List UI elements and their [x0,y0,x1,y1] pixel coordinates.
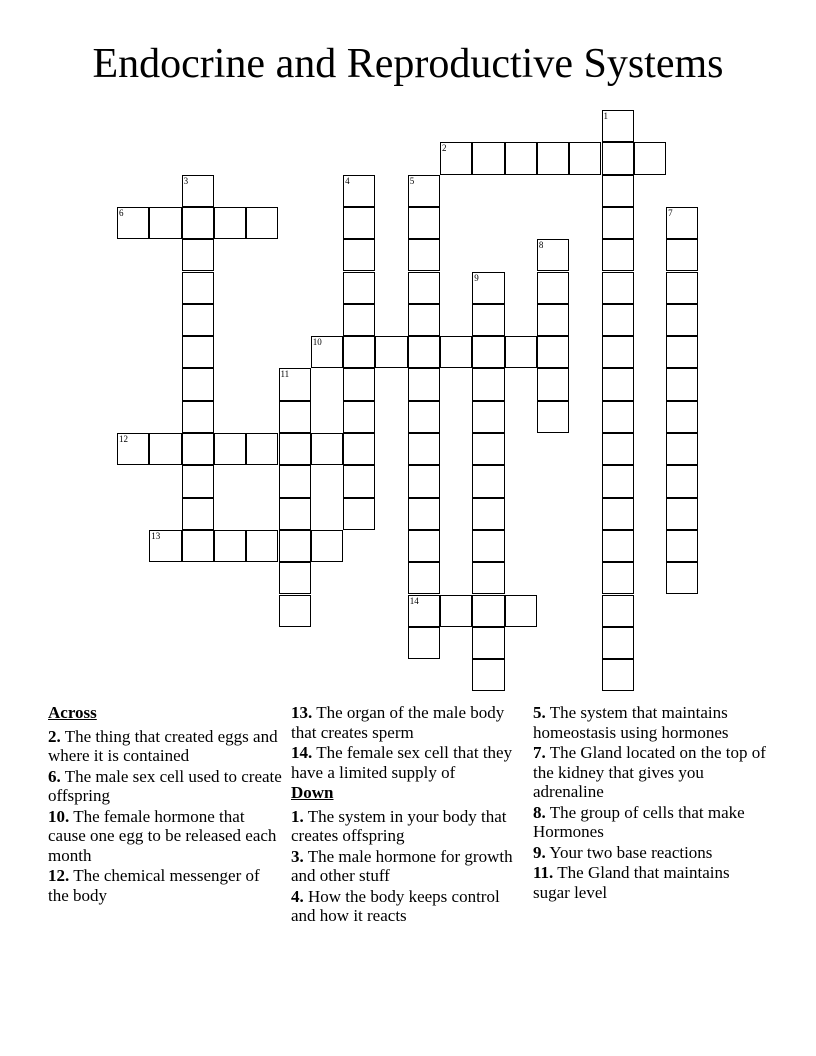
grid-cell[interactable] [311,336,343,368]
grid-cell[interactable] [602,562,634,594]
grid-cell[interactable] [375,336,407,368]
grid-cell[interactable] [408,562,440,594]
grid-cell[interactable] [666,498,698,530]
clue-across-13: 13. The organ of the male body that creates sperm [291,703,505,742]
grid-cell[interactable] [149,207,181,239]
grid-cell[interactable] [537,239,569,271]
clues-column-1 [48,703,283,906]
grid-cell[interactable] [666,304,698,336]
grid-cell[interactable] [343,433,375,465]
grid-cell[interactable] [472,498,504,530]
grid-cell[interactable] [472,659,504,691]
grid-cell[interactable] [214,207,246,239]
clue-across-2: 2. The thing that created eggs and where it is contained [48,726,278,765]
grid-cell[interactable] [408,627,440,659]
clue-number: 3 [183,175,189,186]
clue-number: 5 [409,175,415,186]
grid-cell[interactable] [602,304,634,336]
grid-cell[interactable] [182,401,214,433]
grid-cell[interactable] [666,336,698,368]
grid-cell[interactable] [408,207,440,239]
clue-across-14: 14. The female sex cell that they have a limited supply of [291,743,513,782]
clue-down-1: 1. The system in your body that creates offspring [291,806,507,845]
grid-cell[interactable] [666,401,698,433]
clue-across-6: 6. The male sex cell used to create offspring [48,766,282,805]
grid-cell[interactable] [537,142,569,174]
grid-cell[interactable] [569,142,601,174]
grid-cell[interactable] [279,401,311,433]
grid-cell[interactable] [602,498,634,530]
grid-cell[interactable] [666,368,698,400]
grid-cell[interactable] [666,239,698,271]
grid-cell[interactable] [343,465,375,497]
grid-cell[interactable] [343,207,375,239]
grid-cell[interactable] [666,272,698,304]
grid-cell[interactable] [666,562,698,594]
grid-cell[interactable] [634,142,666,174]
grid-cell[interactable] [602,175,634,207]
clues-column-2 [291,703,516,927]
grid-cell[interactable] [602,368,634,400]
grid-cell[interactable] [182,239,214,271]
grid-cell[interactable] [472,142,504,174]
grid-cell[interactable] [182,465,214,497]
grid-cell[interactable] [472,562,504,594]
grid-cell[interactable] [602,401,634,433]
grid-cell[interactable] [602,659,634,691]
clue-number: 11 [280,369,290,380]
grid-cell[interactable] [408,465,440,497]
grid-cell[interactable] [472,368,504,400]
grid-cell[interactable] [602,465,634,497]
grid-cell[interactable] [279,368,311,400]
grid-cell[interactable] [246,530,278,562]
grid-cell[interactable] [182,207,214,239]
grid-cell[interactable] [149,530,181,562]
clue-number: 4 [345,175,350,186]
grid-cell[interactable] [408,239,440,271]
grid-cell[interactable] [602,595,634,627]
clue-across-12: 12. The chemical messenger of the body [48,866,260,905]
grid-cell[interactable] [602,142,634,174]
grid-cell[interactable] [537,401,569,433]
grid-cell[interactable] [602,627,634,659]
grid-cell[interactable] [246,207,278,239]
grid-cell[interactable] [408,368,440,400]
grid-cell[interactable] [182,336,214,368]
clue-down-4: 4. How the body keeps control and how it reacts [291,886,500,925]
grid-cell[interactable] [279,498,311,530]
grid-cell[interactable] [311,530,343,562]
clue-number: 12 [119,434,128,444]
grid-cell[interactable] [182,433,214,465]
grid-cell[interactable] [472,530,504,562]
grid-cell[interactable] [602,110,634,142]
grid-cell[interactable] [408,336,440,368]
clue-across-10: 10. The female hormone that cause one egg to be released each month [48,806,277,865]
grid-cell[interactable] [602,239,634,271]
grid-cell[interactable] [602,207,634,239]
clue-number: 10 [312,337,322,348]
grid-cell[interactable] [666,433,698,465]
grid-cell[interactable] [505,336,537,368]
grid-cell[interactable] [408,401,440,433]
grid-cell[interactable] [214,530,246,562]
grid-cell[interactable] [182,368,214,400]
grid-cell[interactable] [343,239,375,271]
grid-cell[interactable] [343,336,375,368]
grid-cell[interactable] [279,433,311,465]
grid-cell[interactable] [472,336,504,368]
grid-cell[interactable] [149,433,181,465]
grid-cell[interactable] [279,530,311,562]
clue-down-8: 8. The group of cells that make Hormones [533,802,745,841]
clue-number: 14 [409,595,419,606]
down-header: Down [291,783,334,802]
grid-cell[interactable] [117,207,149,239]
grid-cell[interactable] [343,304,375,336]
grid-cell[interactable] [214,433,246,465]
clue-number: 13 [151,530,161,541]
grid-cell[interactable] [117,433,149,465]
grid-cell[interactable] [602,530,634,562]
across-header: Across [48,703,97,722]
grid-cell[interactable] [182,530,214,562]
grid-cell[interactable] [666,207,698,239]
clue-down-3: 3. The male hormone for growth and other stuff [291,846,513,885]
grid-cell[interactable] [537,368,569,400]
grid-cell[interactable] [182,304,214,336]
grid-cell[interactable] [408,530,440,562]
grid-cell[interactable] [408,433,440,465]
grid-cell[interactable] [343,175,375,207]
grid-cell[interactable] [440,336,472,368]
grid-cell[interactable] [472,595,504,627]
grid-cell[interactable] [343,401,375,433]
grid-cell[interactable] [182,175,214,207]
clue-number: 6 [119,207,124,218]
grid-cell[interactable] [505,595,537,627]
grid-cell[interactable] [666,465,698,497]
clue-down-5: 5. The system that maintains homeostasis using hormones [533,703,729,742]
grid-cell[interactable] [472,465,504,497]
grid-cell[interactable] [602,433,634,465]
grid-cell[interactable] [602,336,634,368]
grid-cell[interactable] [537,336,569,368]
grid-cell[interactable] [408,175,440,207]
grid-cell[interactable] [182,498,214,530]
grid-cell[interactable] [343,368,375,400]
grid-cell[interactable] [440,595,472,627]
grid-cell[interactable] [505,142,537,174]
grid-cell[interactable] [602,272,634,304]
clues-column-3 [533,703,768,903]
clue-down-7: 7. The Gland located on the top of the kidney that gives you adrenaline [533,743,766,801]
grid-cell[interactable] [666,530,698,562]
grid-cell[interactable] [440,142,472,174]
grid-cell[interactable] [408,272,440,304]
clue-number: 7 [668,207,673,218]
grid-cell[interactable] [472,304,504,336]
grid-cell[interactable] [246,433,278,465]
page-title: Endocrine and Reproductive Systems [92,41,724,87]
grid-cell[interactable] [537,272,569,304]
grid-cell[interactable] [343,498,375,530]
grid-cell[interactable] [182,272,214,304]
grid-cell[interactable] [343,272,375,304]
grid-cell[interactable] [472,433,504,465]
clue-number: 8 [538,240,544,251]
grid-cell[interactable] [279,595,311,627]
grid-cell[interactable] [537,304,569,336]
grid-cell[interactable] [311,433,343,465]
clue-number: 1 [603,111,608,121]
clue-down-9: 9. Your two base reactions [533,842,713,862]
clue-number: 9 [474,272,479,283]
grid-cell[interactable] [408,595,440,627]
grid-cell[interactable] [472,627,504,659]
grid-cell[interactable] [279,562,311,594]
grid-cell[interactable] [472,272,504,304]
grid-cell[interactable] [472,401,504,433]
grid-cell[interactable] [279,465,311,497]
clue-number: 2 [442,143,447,154]
grid-cell[interactable] [408,304,440,336]
clue-down-11: 11. The Gland that maintains sugar level [533,863,730,902]
grid-cell[interactable] [408,498,440,530]
